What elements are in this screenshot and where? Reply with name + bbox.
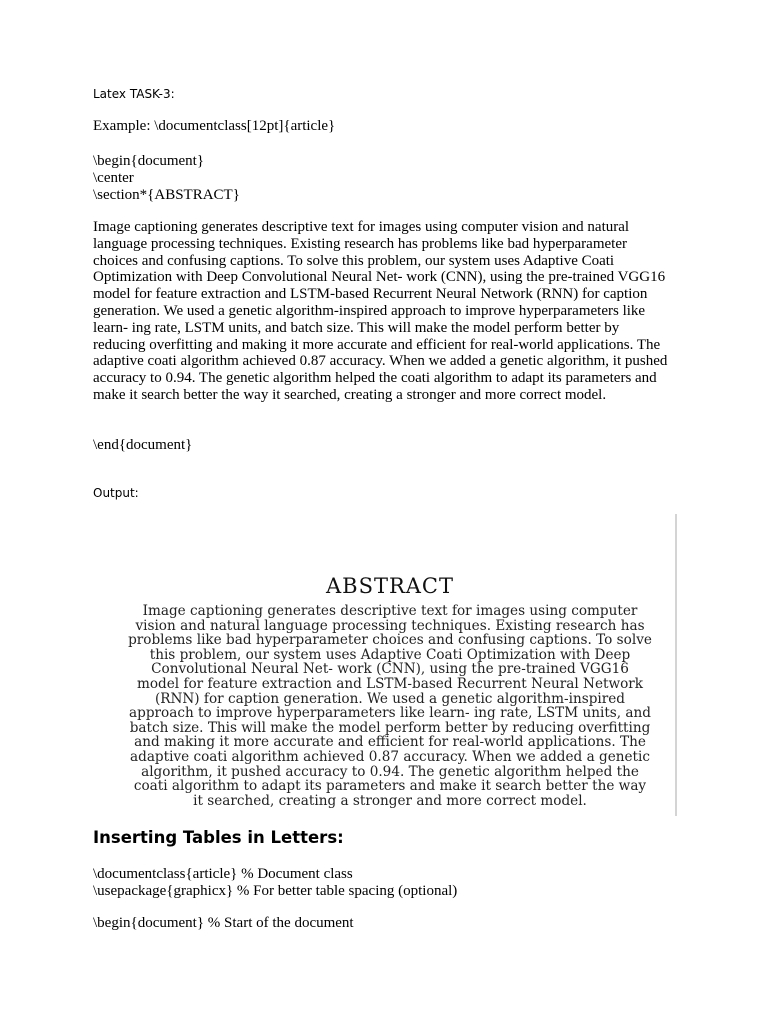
output-line: vision and natural language processing techniques. Existing research has bbox=[135, 617, 645, 634]
output-line: problems like bad hyperparameter choices and confusing captions. To solve bbox=[128, 632, 652, 649]
code-line: \begin{document} bbox=[93, 153, 205, 169]
output-abstract-text bbox=[111, 604, 669, 808]
output-title: ABSTRACT bbox=[325, 574, 455, 598]
output-line: batch size. This will make the model perform better by reducing overfitting bbox=[129, 719, 651, 736]
output-line: adaptive coati algorithm achieved 0.87 accuracy. When we added a genetic bbox=[130, 748, 650, 765]
output-line: it searched, creating a stronger and more correct model. bbox=[193, 792, 587, 809]
begin-document-line: \begin{document} % Start of the document bbox=[93, 915, 354, 931]
output-line: algorithm, it pushed accuracy to 0.94. The genetic algorithm helped the bbox=[141, 763, 639, 780]
abstract-paragraph: Image captioning generates descriptive text for images using computer vision and natural language processing techniques. Existing research has problems like bad hyperparameter choices and confusing captions. To solve this problem, our system uses Adaptive Coati Optimization with Deep Convolutional Neural Net- work (CNN), using the pre-trained VGG16 model for feature extraction and LSTM-based Recurrent Neural Network (RNN) for caption generation. We used a genetic algorithm-inspired approach to improve hyperparameters like learn- ing rate, LSTM units, and batch size. This will make the model perform better by reducing overfitting and making it more accurate and efficient for real-world applications. The adaptive coati algorithm achieved 0.87 accuracy. When we added a genetic algorithm, it pushed accuracy to 0.94. The genetic algorithm helped the coati algorithm to adapt its parameters and make it search better the way it searched, creating a stronger and more correct model. bbox=[93, 219, 668, 403]
code-preamble-block bbox=[93, 866, 457, 900]
output-line: model for feature extraction and LSTM-based Recurrent Neural Network bbox=[136, 675, 644, 692]
output-line: coati algorithm to adapt its parameters and make it search better the way bbox=[133, 778, 647, 795]
output-line: Image captioning generates descriptive text for images using computer bbox=[142, 603, 638, 619]
section-heading-tables: Inserting Tables in Letters: bbox=[93, 828, 344, 847]
output-label: Output: bbox=[93, 486, 139, 500]
code-line: \center bbox=[93, 170, 134, 186]
output-line: Convolutional Neural Net- work (CNN), using the pre-trained VGG16 bbox=[151, 661, 629, 678]
output-line: and making it more accurate and efficient for real-world applications. The bbox=[134, 734, 646, 751]
document-heading: Latex TASK-3: bbox=[93, 87, 175, 101]
code-begin-block bbox=[93, 153, 240, 204]
code-line: \documentclass{article} % Document class bbox=[93, 866, 353, 882]
output-line: approach to improve hyperparameters like learn- ing rate, LSTM units, and bbox=[129, 705, 651, 722]
example-line: Example: \documentclass[12pt]{article} bbox=[93, 118, 336, 134]
output-render-image bbox=[105, 514, 677, 816]
output-line: this problem, our system uses Adaptive Coati Optimization with Deep bbox=[149, 646, 631, 663]
output-line: (RNN) for caption generation. We used a genetic algorithm-inspired bbox=[154, 690, 626, 707]
code-line: \section*{ABSTRACT} bbox=[93, 187, 240, 203]
code-line: \usepackage{graphicx} % For better table spacing (optional) bbox=[93, 883, 458, 899]
end-document-line: \end{document} bbox=[93, 437, 193, 453]
